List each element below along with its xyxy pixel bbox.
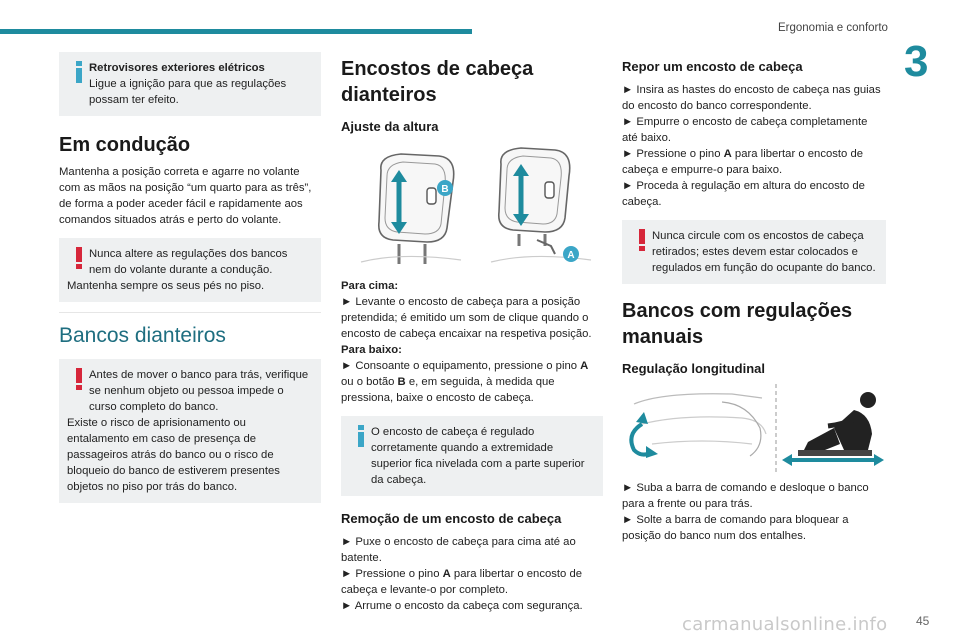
- up-text: ► Levante o encosto de cabeça para a posição pretendida; é emitido um som de clique quando o encosto de cabeça encaixar na respetiva posição.: [341, 296, 592, 340]
- info-text: Ligue a ignição para que as regulações possam ter efeito.: [89, 78, 287, 106]
- info-icon: [354, 425, 368, 447]
- section-title: Ergonomia e conforto: [778, 22, 888, 34]
- info-title: Retrovisores exteriores elétricos: [89, 62, 265, 74]
- warning-icon: [72, 247, 86, 269]
- driving-text: Mantenha a posição correta e agarre no volante com as mãos na posição “um quarto para as três”, de forma a poder aceder fácil e rapidamente aos comandos situados atrás e perto do volante.: [59, 166, 312, 226]
- subheading-height: Ajuste da altura: [341, 119, 439, 134]
- warning-box-headrest: [622, 220, 886, 284]
- page-number: 45: [916, 614, 930, 628]
- label-b: B: [441, 184, 449, 195]
- longitudinal-step-1: ► Suba a barra de comando e desloque o banco para a frente ou para trás.: [622, 482, 869, 510]
- label-down: Para baixo:: [341, 344, 402, 356]
- heading-refit: Repor um encosto de cabeça: [622, 59, 803, 74]
- refit-step-3: ► Pressione o pino A para libertar o encosto de cabeça e empurre-o para baixo.: [622, 148, 864, 176]
- seat-side-icon: [631, 384, 776, 474]
- headrest-right-icon: [491, 148, 591, 262]
- divider: [59, 312, 321, 313]
- removal-step-2: ► Pressione o pino A para libertar o encosto de cabeça e levante-o por completo.: [341, 568, 583, 596]
- column-2: [341, 52, 603, 614]
- warning-text: Nunca circule com os encostos de cabeça retirados; estes devem estar colocados e regulados em função do ocupante do banco.: [652, 230, 876, 274]
- column-1: [59, 52, 321, 511]
- down-text: ► Consoante o equipamento, pressione o pino A ou o botão B e, em seguida, à medida que pressiona, baixe o encosto de cabeça.: [341, 360, 589, 404]
- warning-icon: [72, 368, 86, 390]
- warning-box-seats: [59, 359, 321, 503]
- watermark: carmanualsonline.info: [682, 614, 888, 635]
- warning-box-driving: [59, 238, 321, 302]
- seat-illustration: [622, 384, 886, 474]
- info-box-mirrors: [59, 52, 321, 116]
- chapter-number: 3: [904, 37, 929, 86]
- warning-text-2: Mantenha sempre os seus pés no piso.: [67, 280, 265, 292]
- info-icon: [72, 61, 86, 83]
- info-text: O encosto de cabeça é regulado corretamente quando a extremidade superior fica nivelada com a parte superior da cabeça.: [371, 426, 585, 486]
- headrest-left-icon: [361, 154, 461, 264]
- headrest-diagram: [341, 142, 603, 272]
- headrest-illustration: [341, 142, 603, 272]
- label-a: A: [567, 250, 575, 261]
- warning-text-2: Existe o risco de aprisionamento ou entalamento em caso de presença de passageiros atrás do banco ou o risco de bloqueio do banco de estiverem presentes objetos no piso por trás do banco.: [67, 417, 280, 493]
- removal-step-1: ► Puxe o encosto de cabeça para cima até ao batente.: [341, 536, 576, 564]
- heading-removal: Remoção de um encosto de cabeça: [341, 511, 562, 526]
- seated-person-icon: [782, 392, 884, 466]
- warning-text: Nunca altere as regulações dos bancos nem do volante durante a condução.: [89, 248, 288, 276]
- seat-diagram: [622, 384, 886, 474]
- label-up: Para cima:: [341, 280, 399, 292]
- longitudinal-step-2: ► Solte a barra de comando para bloquear a posição do banco num dos entalhes.: [622, 514, 849, 542]
- top-accent-bar: [0, 29, 472, 34]
- warning-icon: [635, 229, 649, 251]
- warning-text: Antes de mover o banco para trás, verifique se nenhum objeto ou pessoa impede o curso completo do banco.: [89, 369, 309, 413]
- refit-step-1: ► Insira as hastes do encosto de cabeça nas guias do encosto do banco correspondente.: [622, 84, 881, 112]
- heading-driving: Em condução: [59, 134, 191, 156]
- removal-step-3: ► Arrume o encosto da cabeça com segurança.: [341, 600, 583, 612]
- heading-front-seats: Bancos dianteiros: [59, 324, 226, 347]
- refit-step-2: ► Empurre o encosto de cabeça completamente até baixo.: [622, 116, 868, 144]
- heading-manual-seats: Bancos com regulações manuais: [622, 300, 853, 348]
- info-box-headrest: [341, 416, 603, 496]
- column-3: [622, 52, 886, 544]
- refit-step-4: ► Proceda à regulação em altura do encosto de cabeça.: [622, 180, 865, 208]
- heading-headrests: Encostos de cabeça dianteiros: [341, 58, 534, 106]
- heading-longitudinal: Regulação longitudinal: [622, 361, 766, 376]
